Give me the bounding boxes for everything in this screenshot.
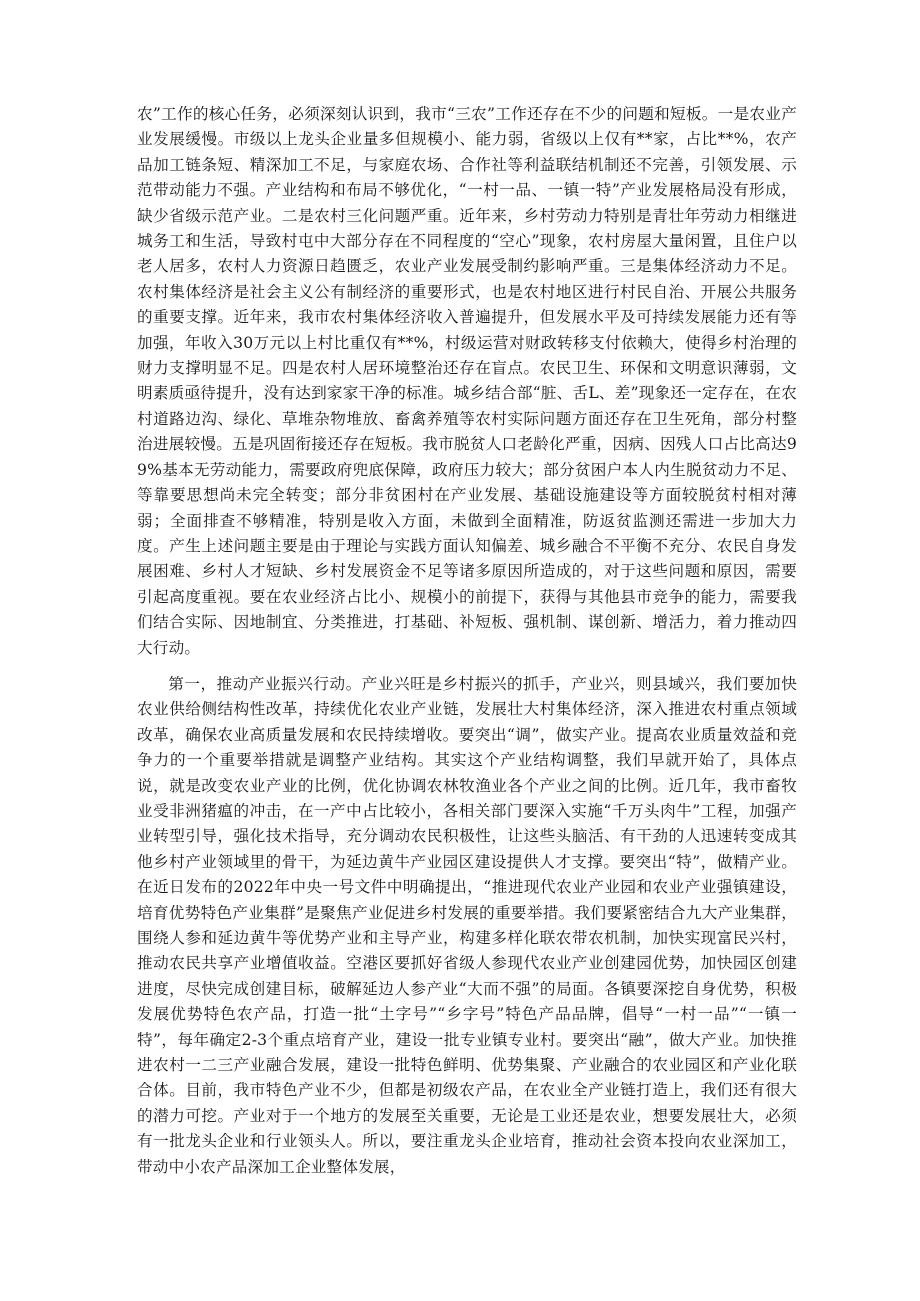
paragraph-problems: 农”工作的核心任务，必须深刻认识到，我市“三农”工作还存在不少的问题和短板。一是农业产业发展缓慢。市级以上龙头企业量多但规模小、能力弱，省级以上仅有**家，占比**%，农产品加工链条短、精深加工不足，与家庭农场、合作社等利益联结机制还不完善，引领发展、示范带动能力不强。产业结构和布局不够优化，“一村一品、一镇一特”产业发展格局没有形成，缺少省级示范产业。二是农村三化问题严重。近年来，乡村劳动力特别是青壮年劳动力相继进城务工和生活，导致村屯中大部分存在不同程度的“空心”现象，农村房屋大量闲置，且住户以老人居多，农村人力资源日趋匮乏，农业产业发展受制约影响严重。三是集体经济动力不足。农村集体经济是社会主义公有制经济的重要形式，也是农村地区进行村民自治、开展公共服务的重要支撑。近年来，我市农村集体经济收入普遍提升，但发展水平及可持续发展能力还有等加强，年收入30万元以上村比重仅有**%，村级运营对财政转移支付依赖大，使得乡村治理的财力支撑明显不足。四是农村人居环境整治还存在盲点。农民卫生、环保和文明意识薄弱，文明素质亟待提升，没有达到家家干净的标准。城乡结合部“脏、舌L、差”现象还一定存在，在农村道路边沟、绿化、草堆杂物堆放、畜禽养殖等农村实际问题方面还存在卫生死角，部分村整治进展较慢。五是巩固衔接还存在短板。我市脱贫人口老龄化严重，因病、因残人口占比高达99%基本无劳动能力，需要政府兜底保障，政府压力较大；部分贫困户本人内生脱贫动力不足、等靠要思想尚未完全转变；部分非贫困村在产业发展、基础设施建设等方面较脱贫村相对薄弱；全面排查不够精准，特别是收入方面，未做到全面精准，防返贫监测还需进一步加大力度。产生上述问题主要是由于理论与实践方面认知偏差、城乡融合不平衡不充分、农民自身发展困难、乡村人才短缺、乡村发展资金不足等诸多原因所造成的，对于这些问题和原因，需要引起高度重视。要在农业经济占比小、规模小的前提下，获得与其他县市竞争的能力，需要我们结合实际、因地制宜、分类推进，打基础、补短板、强机制、谋创新、增活力，着力推动四大行动。 <box>137 105 797 657</box>
paragraph-industry-revitalization: 第一，推动产业振兴行动。产业兴旺是乡村振兴的抓手，产业兴，则县域兴，我们要加快农业供给侧结构性改革，持续优化农业产业链，发展壮大村集体经济，深入推进农村重点领域改革，确保农业高质量发展和农民持续增收。要突出“调”，做实产业。提高农业质量效益和竞争力的一个重要举措就是调整产业结构。其实这个产业结构调整，我们早就开始了，具体点说，就是改变农业产业的比例，优化协调农林牧渔业各个产业之间的比例。近几年，我市畜牧业受非洲猪瘟的冲击，在一产中占比较小，各相关部门要深入实施“千万头肉牛”工程，加强产业转型引导，强化技术指导，充分调动农民积极性，让这些头脑活、有干劲的人迅速转变成其他乡村产业领域里的骨干，为延边黄牛产业园区建设提供人才支撑。要突出“特”，做精产业。在近日发布的2022年中央一号文件中明确提出，“推进现代农业产业园和农业产业强镇建设，培育优势特色产业集群”是聚焦产业促进乡村发展的重要举措。我们要紧密结合九大产业集群，围绕人参和延边黄牛等优势产业和主导产业，构建多样化联农带农机制，加快实现富民兴村，推动农民共享产业增值收益。空港区要抓好省级人参现代农业产业创建园优势，加快园区创建进度，尽快完成创建目标，破解延边人参产业“大而不强”的局面。各镇要深挖自身优势，积极发展优势特色农产品，打造一批“土字号”“乡字号”特色产品品牌，倡导“一村一品”“一镇一特”，每年确定2-3个重点培育产业，建设一批专业镇专业村。要突出“融”，做大产业。加快推进农村一二三产业融合发展，建设一批特色鲜明、优势集聚、产业融合的农业园区和产业化联合体。目前，我市特色产业不少，但都是初级农产品，在农业全产业链打造上，我们还有很大的潜力可挖。产业对于一个地方的发展至关重要，无论是工业还是农业，想要发展壮大，必须有一批龙头企业和行业领头人。所以，要注重龙头企业培育，推动社会资本投向农业深加工，带动中小农产品深加工企业整体发展， <box>137 674 797 1176</box>
document-body <box>137 102 797 1180</box>
